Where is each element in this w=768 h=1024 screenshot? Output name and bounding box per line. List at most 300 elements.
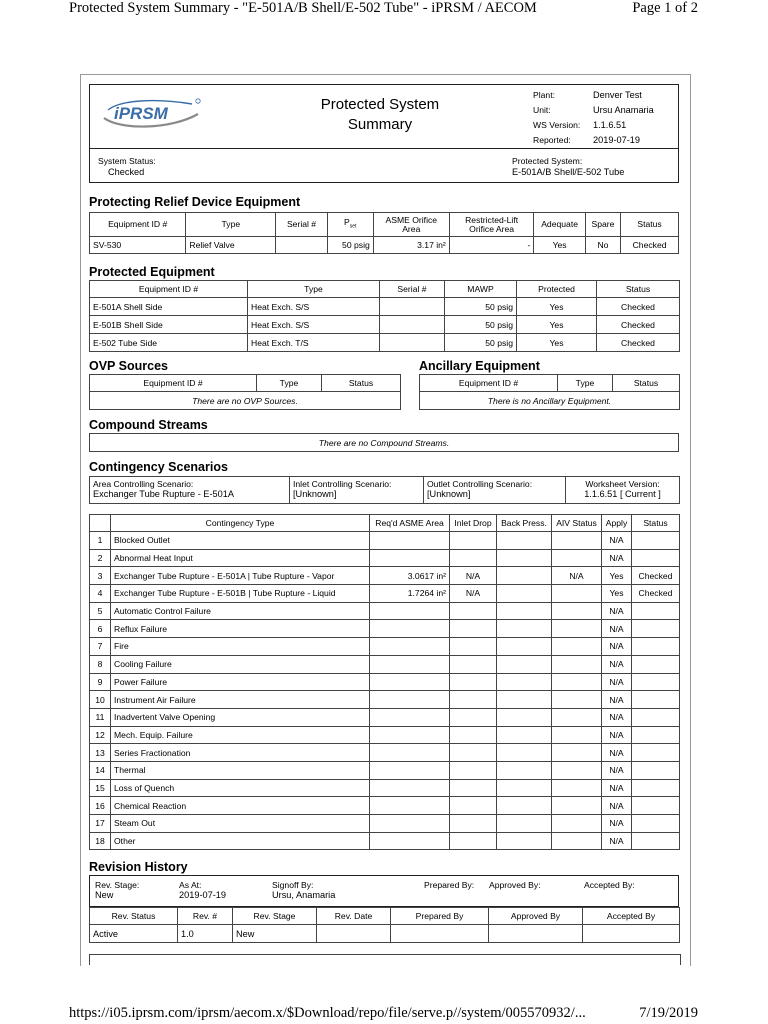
contingency-cell — [497, 708, 552, 726]
contingency-cell: Exchanger Tube Rupture - E-501B | Tube Rupture - Liquid — [111, 585, 370, 603]
protected-cell: 50 psig — [445, 316, 517, 334]
contingency-cell — [370, 815, 450, 833]
contingency-number: 18 — [90, 832, 111, 850]
protected-col: MAWP — [445, 281, 517, 298]
contingency-cell — [552, 761, 602, 779]
relief-col-serial: Serial # — [276, 213, 327, 237]
protected-cell — [380, 334, 445, 352]
revision-signoff-value: Ursu, Anamaria — [272, 890, 336, 900]
contingency-cell: N/A — [552, 567, 602, 585]
contingency-cell — [632, 744, 680, 762]
contingency-number: 16 — [90, 797, 111, 815]
relief-cell: 3.17 in² — [373, 237, 449, 254]
contingency-cell — [450, 832, 497, 850]
contingency-cell — [497, 779, 552, 797]
inlet-controlling-value: [Unknown] — [293, 489, 337, 499]
protected-cell: E-502 Tube Side — [90, 334, 248, 352]
contingency-cell — [552, 726, 602, 744]
area-controlling-value: Exchanger Tube Rupture - E-501A — [93, 489, 234, 499]
protected-cell: E-501A Shell Side — [90, 298, 248, 316]
relief-cell: Yes — [534, 237, 585, 254]
ovp-col: Type — [257, 375, 322, 392]
contingency-cell: N/A — [602, 726, 632, 744]
contingency-cell: N/A — [450, 585, 497, 603]
protected-cell — [380, 316, 445, 334]
protected-col: Protected — [517, 281, 597, 298]
contingency-row — [90, 673, 680, 691]
contingency-cell — [632, 602, 680, 620]
contingency-cell: Instrument Air Failure — [111, 691, 370, 709]
iprsm-logo — [100, 96, 202, 130]
ancillary-header-row — [420, 375, 680, 392]
relief-cell: - — [449, 237, 534, 254]
revision-col: Accepted By — [583, 908, 680, 925]
contingency-cell — [632, 673, 680, 691]
contingency-row — [90, 726, 680, 744]
inlet-controlling-scenario — [290, 477, 424, 504]
contingency-cell — [632, 655, 680, 673]
revision-col: Prepared By — [391, 908, 489, 925]
contingency-cell: N/A — [602, 691, 632, 709]
contingency-cell — [632, 620, 680, 638]
contingency-number: 2 — [90, 549, 111, 567]
revision-cell: 1.0 — [178, 925, 233, 943]
contingency-row — [90, 761, 680, 779]
contingency-cell — [552, 532, 602, 550]
contingency-heading: Contingency Scenarios — [89, 460, 228, 474]
outlet-controlling-scenario — [424, 477, 566, 504]
contingency-cell — [552, 744, 602, 762]
contingency-number: 9 — [90, 673, 111, 691]
revision-approved-label: Approved By: — [489, 880, 541, 890]
revision-col: Rev. Stage — [233, 908, 317, 925]
protected-system-label: Protected System: — [512, 156, 583, 166]
print-date: 7/19/2019 — [639, 1005, 698, 1021]
contingency-cell: N/A — [602, 815, 632, 833]
contingency-number: 12 — [90, 726, 111, 744]
contingency-cell — [497, 726, 552, 744]
contingency-row — [90, 708, 680, 726]
contingency-col-aiv-status: AIV Status — [552, 515, 602, 532]
contingency-number: 15 — [90, 779, 111, 797]
protected-col: Equipment ID # — [90, 281, 248, 298]
contingency-cell — [497, 815, 552, 833]
protected-cell: Checked — [597, 334, 680, 352]
revision-col: Approved By — [489, 908, 583, 925]
contingency-cell: Cooling Failure — [111, 655, 370, 673]
protected-table — [89, 280, 680, 352]
contingency-cell — [370, 708, 450, 726]
compound-empty-row — [90, 434, 679, 452]
revision-cell — [317, 925, 391, 943]
ancillary-col: Status — [613, 375, 680, 392]
contingency-col-asme-area: Req'd ASME Area — [370, 515, 450, 532]
contingency-cell — [497, 691, 552, 709]
contingency-cell — [497, 585, 552, 603]
contingency-cell: N/A — [602, 602, 632, 620]
contingency-cell: N/A — [602, 797, 632, 815]
relief-cell: Relief Valve — [186, 237, 276, 254]
contingency-col-number — [90, 515, 111, 532]
contingency-cell: N/A — [602, 673, 632, 691]
inlet-controlling-label: Inlet Controlling Scenario: — [293, 479, 392, 489]
contingency-cell — [552, 602, 602, 620]
contingency-cell — [632, 832, 680, 850]
contingency-cell: N/A — [602, 832, 632, 850]
contingency-row — [90, 638, 680, 656]
protected-cell: Checked — [597, 316, 680, 334]
contingency-cell: Thermal — [111, 761, 370, 779]
protected-cell: Heat Exch. S/S — [248, 298, 380, 316]
worksheet-version-value: 1.1.6.51 [ Current ] — [584, 489, 661, 499]
contingency-cell — [370, 832, 450, 850]
contingency-number: 1 — [90, 532, 111, 550]
contingency-cell — [632, 761, 680, 779]
contingency-cell — [497, 761, 552, 779]
contingency-cell: Exchanger Tube Rupture - E-501A | Tube Rupture - Vapor — [111, 567, 370, 585]
ancillary-empty-row — [420, 392, 680, 410]
contingency-cell — [497, 620, 552, 638]
contingency-number: 6 — [90, 620, 111, 638]
protected-col: Serial # — [380, 281, 445, 298]
relief-col-spare: Spare — [585, 213, 620, 237]
contingency-cell — [497, 567, 552, 585]
next-section-edge — [89, 954, 681, 965]
contingency-cell — [370, 655, 450, 673]
revision-as-at-label: As At: — [179, 880, 202, 890]
relief-col-adequate: Adequate — [534, 213, 585, 237]
worksheet-version-label: Worksheet Version: — [585, 479, 660, 489]
meta-plant-label: Plant: — [533, 90, 555, 100]
contingency-cell: N/A — [602, 744, 632, 762]
revision-signoff — [272, 880, 335, 900]
print-header — [0, 0, 768, 22]
ovp-col: Equipment ID # — [90, 375, 257, 392]
contingency-number: 17 — [90, 815, 111, 833]
contingency-cell — [450, 602, 497, 620]
contingency-cell: N/A — [602, 779, 632, 797]
meta-reported-label: Reported: — [533, 135, 571, 145]
contingency-cell: Yes — [602, 585, 632, 603]
protected-cell: 50 psig — [445, 298, 517, 316]
contingency-cell — [497, 532, 552, 550]
contingency-row — [90, 744, 680, 762]
revision-cell — [583, 925, 680, 943]
contingency-cell: N/A — [602, 532, 632, 550]
ancillary-empty-message: There is no Ancillary Equipment. — [420, 392, 680, 410]
ovp-empty-message: There are no OVP Sources. — [90, 392, 401, 410]
system-status-label: System Status: — [98, 156, 156, 166]
meta-unit-label: Unit: — [533, 105, 551, 115]
revision-summary — [89, 875, 679, 907]
ancillary-heading: Ancillary Equipment — [419, 359, 540, 373]
contingency-cell — [497, 655, 552, 673]
contingency-cell — [552, 815, 602, 833]
contingency-row — [90, 549, 680, 567]
relief-header-row — [90, 213, 679, 237]
contingency-cell — [370, 797, 450, 815]
contingency-cell — [632, 532, 680, 550]
relief-cell: 50 psig — [327, 237, 373, 254]
contingency-cell — [370, 638, 450, 656]
ovp-heading: OVP Sources — [89, 359, 168, 373]
contingency-cell — [370, 779, 450, 797]
controlling-scenarios-row — [90, 477, 680, 504]
page-url: https://i05.iprsm.com/iprsm/aecom.x/$Download/repo/file/serve.p//system/005570932/... — [69, 1005, 586, 1021]
system-status — [98, 156, 156, 178]
contingency-cell — [450, 815, 497, 833]
report-meta-values — [593, 88, 654, 148]
contingency-number: 13 — [90, 744, 111, 762]
compound-heading: Compound Streams — [89, 418, 208, 432]
ancillary-col: Type — [558, 375, 613, 392]
contingency-cell — [497, 744, 552, 762]
protected-cell: Heat Exch. T/S — [248, 334, 380, 352]
contingency-row — [90, 797, 680, 815]
contingency-cell — [450, 532, 497, 550]
relief-row — [90, 237, 679, 254]
meta-unit-value: Ursu Anamaria — [593, 105, 654, 115]
contingency-row — [90, 585, 680, 603]
contingency-cell — [450, 761, 497, 779]
contingency-number: 10 — [90, 691, 111, 709]
report-meta-labels — [533, 88, 580, 148]
contingency-row — [90, 602, 680, 620]
revision-accepted-label: Accepted By: — [584, 880, 635, 890]
contingency-number: 4 — [90, 585, 111, 603]
revision-prepared-label: Prepared By: — [424, 880, 475, 890]
protected-cell: Yes — [517, 298, 597, 316]
revision-as-at-value: 2019-07-19 — [179, 890, 226, 900]
revision-cell — [391, 925, 489, 943]
relief-cell — [276, 237, 327, 254]
contingency-cell — [632, 638, 680, 656]
contingency-cell — [370, 691, 450, 709]
revision-stage-label: Rev. Stage: — [95, 880, 140, 890]
protected-cell: Heat Exch. S/S — [248, 316, 380, 334]
revision-cell — [489, 925, 583, 943]
area-controlling-label: Area Controlling Scenario: — [93, 479, 194, 489]
contingency-cell — [552, 585, 602, 603]
revision-table — [89, 907, 680, 943]
ovp-table — [89, 374, 401, 410]
contingency-row — [90, 691, 680, 709]
contingency-cell: Power Failure — [111, 673, 370, 691]
meta-ws-version-value: 1.1.6.51 — [593, 120, 627, 130]
contingency-number: 8 — [90, 655, 111, 673]
relief-cell: Checked — [621, 237, 679, 254]
contingency-number: 3 — [90, 567, 111, 585]
contingency-cell — [552, 655, 602, 673]
contingency-cell: Blocked Outlet — [111, 532, 370, 550]
contingency-number: 5 — [90, 602, 111, 620]
contingency-row — [90, 779, 680, 797]
contingency-cell: N/A — [602, 549, 632, 567]
contingency-cell: Reflux Failure — [111, 620, 370, 638]
contingency-cell: Mech. Equip. Failure — [111, 726, 370, 744]
contingency-row — [90, 620, 680, 638]
contingency-cell: N/A — [450, 567, 497, 585]
contingency-cell — [370, 532, 450, 550]
protected-cell: 50 psig — [445, 334, 517, 352]
protected-row — [90, 298, 680, 316]
relief-cell: No — [585, 237, 620, 254]
revision-signoff-label: Signoff By: — [272, 880, 314, 890]
contingency-number: 14 — [90, 761, 111, 779]
protected-cell: E-501B Shell Side — [90, 316, 248, 334]
document-title: Protected System Summary - "E-501A/B Shell/E-502 Tube" - iPRSM / AECOM — [69, 0, 537, 16]
protected-system — [512, 156, 624, 178]
worksheet-version — [566, 477, 680, 504]
contingency-number: 7 — [90, 638, 111, 656]
print-footer — [0, 1005, 768, 1023]
contingency-cell: 3.0617 in² — [370, 567, 450, 585]
revision-header-row — [90, 908, 680, 925]
ovp-header-row — [90, 375, 401, 392]
compound-empty-message: There are no Compound Streams. — [90, 434, 679, 452]
contingency-col-apply: Apply — [602, 515, 632, 532]
page-number: Page 1 of 2 — [632, 0, 698, 16]
contingency-cell: N/A — [602, 655, 632, 673]
contingency-cell — [370, 549, 450, 567]
contingency-cell: 1.7264 in² — [370, 585, 450, 603]
protected-cell — [380, 298, 445, 316]
contingency-cell — [497, 638, 552, 656]
ancillary-table — [419, 374, 680, 410]
protected-cell: Checked — [597, 298, 680, 316]
revision-stage — [95, 880, 139, 900]
protected-row — [90, 316, 680, 334]
contingency-cell — [370, 726, 450, 744]
revision-cell: Active — [90, 925, 178, 943]
relief-col-equipment-id: Equipment ID # — [90, 213, 186, 237]
relief-col-restricted-lift: Restricted-Lift Orifice Area — [449, 213, 534, 237]
contingency-cell: N/A — [602, 761, 632, 779]
contingency-cell — [552, 797, 602, 815]
revision-col: Rev. Status — [90, 908, 178, 925]
protected-row — [90, 334, 680, 352]
contingency-col-inlet-drop: Inlet Drop — [450, 515, 497, 532]
contingency-cell: Other — [111, 832, 370, 850]
logo-text: iPRSM — [114, 104, 168, 123]
outlet-controlling-value: [Unknown] — [427, 489, 471, 499]
relief-col-asme-area: ASME Orifice Area — [373, 213, 449, 237]
revision-heading: Revision History — [89, 860, 188, 874]
contingency-cell: Automatic Control Failure — [111, 602, 370, 620]
contingency-cell — [450, 797, 497, 815]
contingency-col-status: Status — [632, 515, 680, 532]
contingency-cell — [370, 761, 450, 779]
contingency-cell — [450, 744, 497, 762]
contingency-cell — [552, 691, 602, 709]
contingency-cell: Chemical Reaction — [111, 797, 370, 815]
relief-col-type: Type — [186, 213, 276, 237]
contingency-cell: Abnormal Heat Input — [111, 549, 370, 567]
contingency-cell — [552, 549, 602, 567]
contingency-cell — [632, 797, 680, 815]
contingency-cell — [632, 815, 680, 833]
protected-header-row — [90, 281, 680, 298]
contingency-cell — [632, 708, 680, 726]
contingency-cell — [370, 673, 450, 691]
revision-col: Rev. # — [178, 908, 233, 925]
contingency-cell — [450, 691, 497, 709]
contingency-cell: Fire — [111, 638, 370, 656]
contingency-cell — [552, 708, 602, 726]
relief-col-pset: $P_{set}$ — [327, 213, 373, 237]
contingency-cell — [370, 602, 450, 620]
contingency-cell — [450, 549, 497, 567]
contingency-row — [90, 567, 680, 585]
contingency-col-back-press: Back Press. — [497, 515, 552, 532]
contingency-row — [90, 832, 680, 850]
protected-col: Status — [597, 281, 680, 298]
contingency-cell — [632, 726, 680, 744]
contingency-cell — [552, 620, 602, 638]
contingency-cell: N/A — [602, 638, 632, 656]
contingency-row — [90, 655, 680, 673]
report-title-line1: Protected System — [320, 96, 440, 113]
contingency-cell — [552, 638, 602, 656]
contingency-cell: Inadvertent Valve Opening — [111, 708, 370, 726]
meta-reported-value: 2019-07-19 — [593, 135, 640, 145]
contingency-cell: N/A — [602, 708, 632, 726]
relief-heading: Protecting Relief Device Equipment — [89, 195, 301, 209]
contingency-cell — [632, 779, 680, 797]
revision-stage-value: New — [95, 890, 114, 900]
contingency-cell — [632, 549, 680, 567]
revision-col: Rev. Date — [317, 908, 391, 925]
controlling-scenarios-table — [89, 476, 680, 504]
contingency-cell — [450, 779, 497, 797]
protected-cell: Yes — [517, 334, 597, 352]
contingency-cell — [450, 620, 497, 638]
contingency-cell: Loss of Quench — [111, 779, 370, 797]
contingency-cell — [450, 708, 497, 726]
contingency-cell — [450, 673, 497, 691]
contingency-cell — [497, 549, 552, 567]
contingency-cell — [552, 832, 602, 850]
compound-table — [89, 433, 679, 452]
contingency-header-row — [90, 515, 680, 532]
contingency-cell — [450, 638, 497, 656]
meta-ws-version-label: WS Version: — [533, 120, 581, 130]
contingency-cell: N/A — [602, 620, 632, 638]
protected-heading: Protected Equipment — [89, 265, 215, 279]
contingency-cell: Checked — [632, 567, 680, 585]
contingency-cell — [552, 673, 602, 691]
contingency-cell — [497, 832, 552, 850]
protected-col: Type — [248, 281, 380, 298]
report-title — [300, 95, 460, 135]
protected-cell: Yes — [517, 316, 597, 334]
outlet-controlling-label: Outlet Controlling Scenario: — [427, 479, 533, 489]
meta-plant-value: Denver Test — [593, 90, 642, 100]
contingency-cell — [497, 602, 552, 620]
contingency-cell — [370, 744, 450, 762]
contingency-cell — [497, 797, 552, 815]
contingency-row — [90, 532, 680, 550]
ovp-empty-row — [90, 392, 401, 410]
revision-row — [90, 925, 680, 943]
contingency-col-type: Contingency Type — [111, 515, 370, 532]
ancillary-col: Equipment ID # — [420, 375, 558, 392]
contingency-cell: Steam Out — [111, 815, 370, 833]
contingency-cell — [632, 691, 680, 709]
contingency-cell: Series Fractionation — [111, 744, 370, 762]
contingency-cell — [370, 620, 450, 638]
ovp-col: Status — [322, 375, 401, 392]
